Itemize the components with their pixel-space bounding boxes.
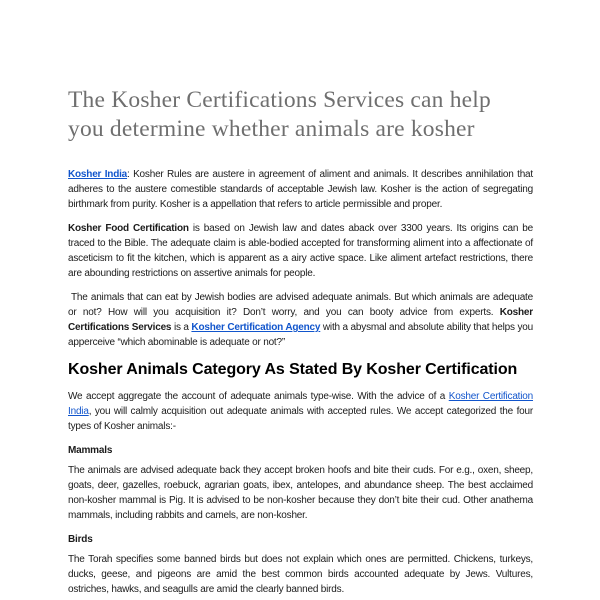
- text-segment: is based on Jewish law and dates aback over 3300 years. Its origins can be traced to the Bible. The adequate claim is able-bodied accepted for transforming aliment into a affectionate of asceticism to fit the kitchen, which is apparent as a airy active space. Like aliment artefact restrictions, there are abounding restrictions on assertive animals for people.: [68, 223, 533, 279]
- text-segment: We accept aggregate the account of adequate animals type-wise. With the advice of a: [68, 391, 449, 402]
- kosher-certification-agency-link[interactable]: Kosher Certification Agency: [191, 322, 321, 333]
- sub-heading-mammals: Mammals: [68, 445, 113, 456]
- paragraph-animals-typewise: [68, 389, 533, 434]
- document-title: [68, 86, 533, 144]
- text-segment: , you will calmly acquisition out adequate animals with accepted rules. We accept categorized the four types of Kosher animals:-: [68, 406, 533, 432]
- paragraph-kosher-food-certification: [68, 221, 533, 281]
- section-heading-kosher-animals-category: Kosher Animals Category As Stated By Kosher Certification: [68, 361, 518, 378]
- paragraph-birds: The Torah specifies some banned birds but does not explain which ones are permitted. Chickens, turkeys, ducks, geese, and pigeons are amid the best common birds accounted adequate by Jews. Vultures, ostriches, hawks, and seagulls are amid the clearly banned birds.: [68, 554, 533, 595]
- paragraph-animals-eaten: [68, 290, 533, 350]
- paragraph-mammals: The animals are advised adequate back they accept broken hoofs and bite their cuds. For e.g., oxen, sheep, goats, deer, gazelles, roebuck, agrarian goats, ibex, antelopes, and abundance sheep. The best acclaimed non-kosher mammal is Pig. It is advised to be non-kosher because they don’t bite their cud. Other anathema mammals, including rabbits and camels, are non-kosher.: [68, 465, 533, 521]
- text-segment: : Kosher Rules are austere in agreement of aliment and animals. It describes annihilation that adheres to the austere comestible standards of acceptable Jewish law. Kosher is the action of segregating birthmark from purity. Kosher is a appellation that refers to article permissible and proper.: [68, 169, 533, 210]
- document-title-line-2: you determine whether animals are kosher: [68, 116, 475, 142]
- kosher-certification-india-link[interactable]: Kosher Certification India: [68, 391, 534, 417]
- text-segment: is a: [171, 322, 192, 333]
- paragraph-kosher-india: [68, 167, 533, 212]
- bold-kosher-food-certification: Kosher Food Certification: [68, 223, 189, 234]
- sub-heading-birds: Birds: [68, 534, 93, 545]
- text-segment: The animals that can eat by Jewish bodies are advised adequate animals. But which animals are adequate or not? How will you acquisition it? Don’t worry, and you can booty advice from experts.: [68, 292, 533, 318]
- text-segment: with a abysmal and absolute ability that helps you apperceive “which abominable is adequate or not?”: [68, 322, 534, 348]
- kosher-india-link[interactable]: Kosher India: [68, 169, 128, 180]
- document-title-line-1: The Kosher Certifications Services can help: [68, 87, 491, 113]
- bold-kosher-certifications-services: Kosher Certifications Services: [68, 307, 533, 333]
